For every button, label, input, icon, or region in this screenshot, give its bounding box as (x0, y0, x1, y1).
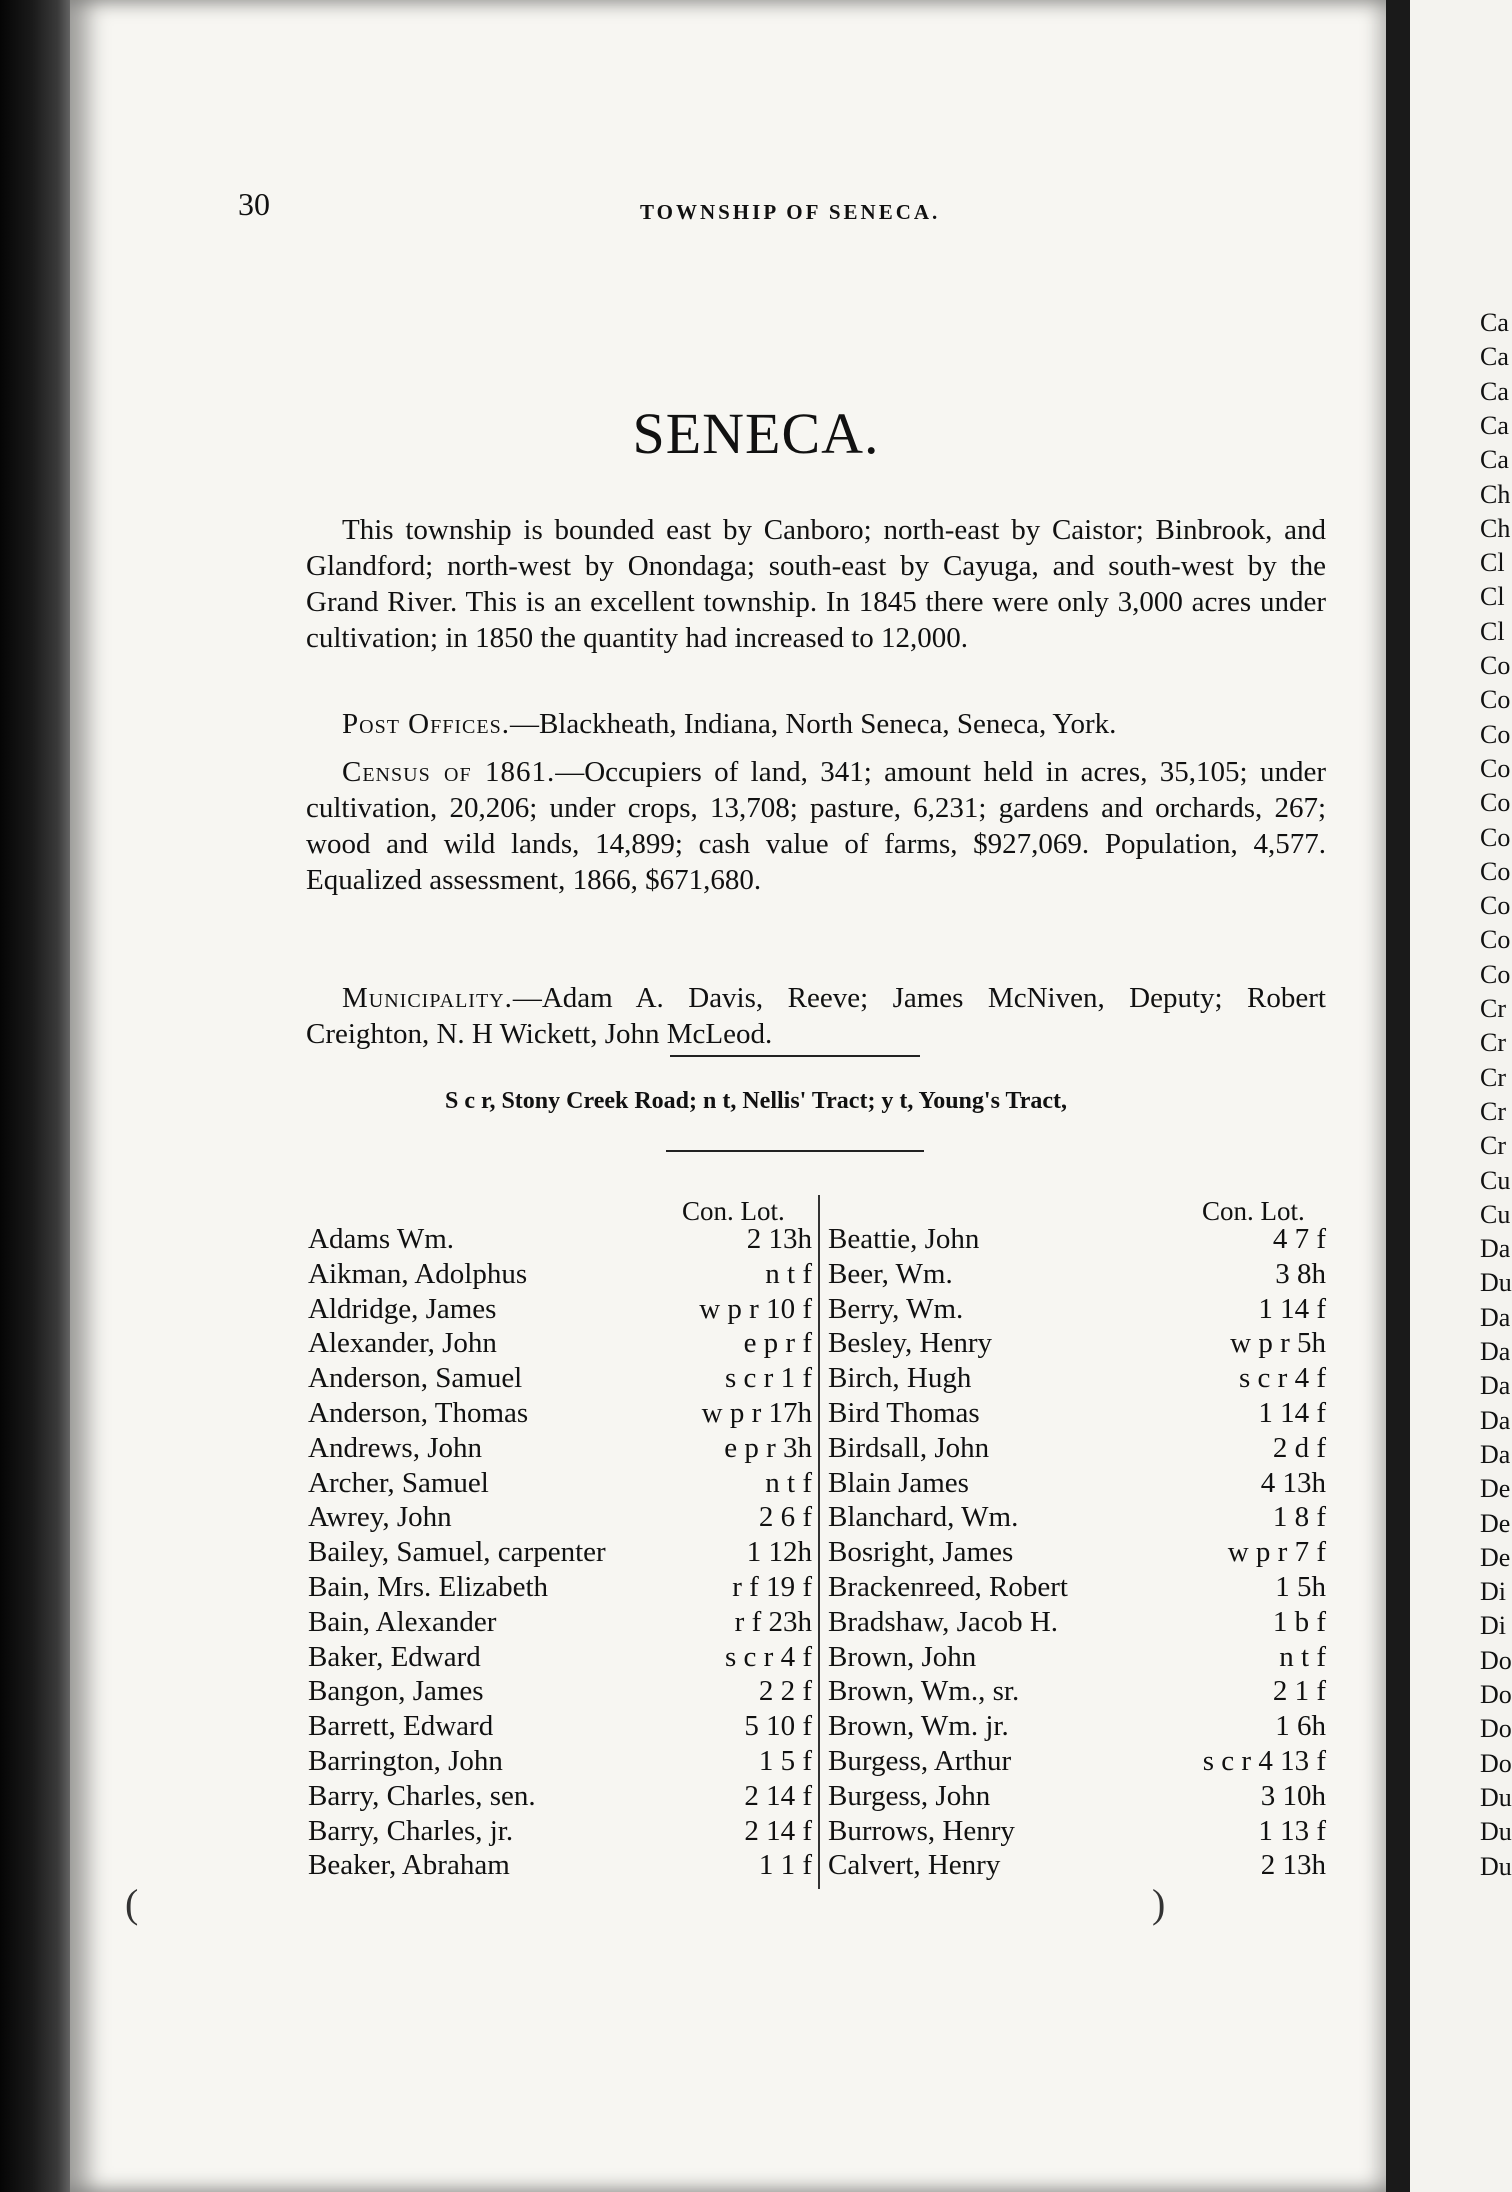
next-page-fragment: Da (1480, 1371, 1511, 1401)
abbreviations-line: S c r, Stony Creek Road; n t, Nellis' Tract; y t, Young's Tract, (445, 1088, 1067, 1114)
entry-con-lot: e p r 3h (724, 1431, 812, 1464)
entry-name: Beer, Wm. (828, 1257, 953, 1290)
next-page-fragment: Du (1480, 1268, 1512, 1298)
next-page-fragment: Cr (1480, 1131, 1506, 1161)
entry-name: Adams Wm. (308, 1223, 455, 1255)
entry-con-lot: 4 7 f (1272, 1223, 1326, 1255)
next-page-fragment: Co (1480, 788, 1511, 818)
entry-con-lot: 2 14 f (744, 1779, 812, 1812)
entry-name: Bain, Alexander (308, 1605, 497, 1638)
next-page-fragment: Co (1480, 651, 1511, 680)
census-paragraph (306, 754, 1326, 898)
right-directory-list (828, 1222, 1330, 1883)
section-rule (666, 1150, 924, 1152)
list-item (308, 1814, 816, 1849)
list-item (828, 1570, 1330, 1605)
next-page-fragment: Ca (1480, 308, 1509, 337)
entry-name: Besley, Henry (828, 1327, 993, 1360)
next-page-fragment: Cr (1480, 994, 1506, 1023)
entry-con-lot: 2 d f (1272, 1431, 1326, 1464)
entry-con-lot: n t f (765, 1466, 812, 1499)
entry-name: Bird Thomas (828, 1396, 980, 1429)
entry-name: Andrews, John (308, 1431, 482, 1464)
next-page-fragment: Da (1480, 1302, 1511, 1332)
pencil-mark: ( (125, 1881, 139, 1926)
next-page-fragment: Da (1480, 1439, 1511, 1469)
entry-name: Burgess, Arthur (828, 1744, 1012, 1777)
entry-con-lot: 2 13h (1260, 1849, 1326, 1882)
municipality-paragraph (306, 980, 1326, 1052)
entry-con-lot: 2 6 f (758, 1501, 812, 1534)
entry-con-lot: r f 19 f (732, 1570, 812, 1603)
list-item (828, 1500, 1330, 1535)
next-page-fragment: Du (1480, 1782, 1512, 1812)
next-page-fragment: Co (1480, 856, 1511, 886)
census-label: Census of 1861. (342, 756, 556, 788)
next-page-fragment: Cl (1480, 582, 1505, 612)
entry-con-lot: 1 13 f (1258, 1814, 1326, 1847)
entry-name: Aldridge, James (308, 1292, 497, 1325)
entry-name: Brown, Wm., sr. (828, 1675, 1020, 1708)
entry-name: Anderson, Thomas (308, 1396, 529, 1429)
entry-con-lot: w p r 17h (701, 1396, 812, 1429)
next-page-fragment: Ca (1480, 376, 1509, 406)
entry-name: Barrington, John (308, 1744, 503, 1777)
entry-name: Blain James (828, 1466, 969, 1499)
entry-name: Bain, Mrs. Elizabeth (308, 1570, 549, 1603)
next-page-fragment: Ca (1480, 410, 1509, 440)
next-page-fragment: Co (1480, 719, 1511, 749)
entry-name: Burgess, John (828, 1779, 991, 1812)
entry-con-lot: 3 10h (1260, 1779, 1326, 1812)
list-item (308, 1222, 816, 1257)
list-item (308, 1605, 816, 1640)
list-item (828, 1709, 1330, 1744)
entry-name: Baker, Edward (308, 1640, 481, 1673)
list-item (828, 1779, 1330, 1814)
entry-name: Barry, Charles, sen. (308, 1779, 536, 1812)
entry-con-lot: s c r 4 f (725, 1640, 812, 1673)
list-item (308, 1431, 816, 1466)
next-page-fragment: De (1480, 1508, 1511, 1538)
list-item (308, 1709, 816, 1744)
entry-con-lot: 1 12h (746, 1536, 812, 1569)
entry-con-lot: 1 14 f (1258, 1396, 1326, 1429)
municipality-text: —Adam A. Davis, Reeve; James McNiven, Deputy; Robert Creighton, N. H Wickett, John McLeod. (306, 982, 1326, 1050)
list-item (308, 1500, 816, 1535)
post-offices-text: —Blackheath, Indiana, North Seneca, Seneca, York. (509, 708, 1117, 740)
entry-con-lot: r f 23h (734, 1605, 812, 1638)
next-page-fragment: Co (1480, 685, 1511, 715)
next-page-fragment: De (1480, 1474, 1511, 1504)
entry-name: Barrett, Edward (308, 1710, 494, 1743)
list-item (308, 1292, 816, 1327)
next-page-fragment: Co (1480, 753, 1511, 783)
next-page-fragment: Da (1480, 1405, 1511, 1435)
entry-name: Brown, Wm. jr. (828, 1710, 1009, 1743)
list-item (828, 1257, 1330, 1292)
entry-name: Bosright, James (828, 1536, 1014, 1569)
next-page-fragment: Ca (1480, 445, 1509, 475)
list-item (828, 1292, 1330, 1327)
entry-con-lot: 2 2 f (758, 1675, 812, 1708)
next-page-fragment: Co (1480, 925, 1511, 955)
list-item (308, 1466, 816, 1501)
entry-con-lot: n t f (765, 1257, 812, 1290)
entry-name: Birdsall, John (828, 1431, 990, 1464)
next-page-fragment: Cl (1480, 616, 1505, 646)
list-item (828, 1431, 1330, 1466)
entry-con-lot: 2 13h (746, 1223, 812, 1255)
list-item (828, 1326, 1330, 1361)
next-page-fragment: Da (1480, 1234, 1511, 1264)
list-item (828, 1814, 1330, 1849)
entry-name: Bailey, Samuel, carpenter (308, 1536, 606, 1569)
list-item (828, 1640, 1330, 1675)
list-item (828, 1848, 1330, 1883)
next-page-fragment: Co (1480, 822, 1511, 852)
list-item (308, 1779, 816, 1814)
entry-name: Brackenreed, Robert (828, 1570, 1068, 1603)
list-item (828, 1605, 1330, 1640)
entry-con-lot: 2 14 f (744, 1814, 812, 1847)
page-title: SENECA. (632, 401, 880, 466)
right-column-header: Con. Lot. (1202, 1196, 1305, 1226)
left-column-header: Con. Lot. (682, 1196, 785, 1226)
post-offices-label: Post Offices. (342, 708, 510, 740)
list-item (308, 1396, 816, 1431)
list-item (308, 1257, 816, 1292)
next-page-fragment: Cl (1480, 548, 1505, 578)
entry-con-lot: w p r 7 f (1227, 1536, 1326, 1569)
next-page-fragment: Ca (1480, 342, 1509, 372)
list-item (828, 1361, 1330, 1396)
list-item (308, 1640, 816, 1675)
next-page-fragment: Cr (1480, 1028, 1506, 1058)
list-item (828, 1535, 1330, 1570)
post-offices-paragraph (306, 706, 1326, 742)
entry-name: Aikman, Adolphus (308, 1257, 528, 1290)
list-item (308, 1535, 816, 1570)
entry-con-lot: w p r 10 f (699, 1292, 812, 1325)
next-page-fragment: Du (1480, 1851, 1512, 1881)
entry-con-lot: 1 b f (1272, 1605, 1326, 1638)
entry-name: Barry, Charles, jr. (308, 1814, 514, 1847)
list-item (828, 1744, 1330, 1779)
entry-con-lot: 1 8 f (1272, 1501, 1326, 1534)
list-item (308, 1570, 816, 1605)
entry-name: Beattie, John (828, 1223, 980, 1255)
entry-con-lot: 1 1 f (758, 1849, 812, 1882)
next-page-fragment: Do (1480, 1680, 1512, 1709)
next-page-fragment: Cr (1480, 1096, 1506, 1126)
entry-name: Berry, Wm. (828, 1292, 964, 1325)
next-page-fragment: Cu (1480, 1199, 1511, 1229)
left-directory-list (308, 1222, 816, 1883)
list-item (828, 1674, 1330, 1709)
entry-con-lot: s c r 1 f (725, 1362, 812, 1395)
entry-con-lot: n t f (1279, 1640, 1326, 1673)
entry-name: Bradshaw, Jacob H. (828, 1605, 1059, 1638)
section-rule (670, 1055, 920, 1057)
list-item (308, 1361, 816, 1396)
list-item (308, 1744, 816, 1779)
entry-name: Archer, Samuel (308, 1466, 489, 1499)
entry-con-lot: 1 5h (1275, 1570, 1326, 1603)
next-page-fragment: Cu (1480, 1165, 1511, 1195)
next-page-fragment: Ch (1480, 479, 1511, 509)
next-page-fragment: Co (1480, 959, 1511, 989)
entry-name: Brown, John (828, 1640, 977, 1673)
entry-con-lot: 1 14 f (1258, 1292, 1326, 1325)
boundaries-paragraph: This township is bounded east by Canboro; north-east by Caistor; Binbrook, and Glandford; north-west by Onondaga; south-east by Cayuga, and south-west by the Grand River. This is an excellent township. In 1845 there were only 3,000 acres under cultivation; in 1850 the quantity had increased to 12,000. (306, 514, 1326, 654)
entry-name: Awrey, John (308, 1501, 452, 1534)
list-item (828, 1396, 1330, 1431)
pencil-mark: ) (1152, 1881, 1166, 1926)
entry-name: Beaker, Abraham (308, 1849, 510, 1882)
next-page-fragment: Do (1480, 1714, 1512, 1744)
entry-con-lot: 3 8h (1275, 1257, 1326, 1290)
entry-con-lot: 1 6h (1275, 1710, 1326, 1743)
list-item (828, 1222, 1330, 1257)
entry-con-lot: e p r f (743, 1327, 812, 1360)
list-item (308, 1674, 816, 1709)
census-text: —Occupiers of land, 341; amount held in acres, 35,105; under cultivation, 20,206; under crops, 13,708; pasture, 6,231; gardens and orchards, 267; wood and wild lands, 14,899; cash value of farms, $927,069. Population, 4,577. Equalized assessment, 1866, $671,680. (306, 756, 1326, 896)
next-page-fragment: Di (1480, 1577, 1506, 1607)
next-page-fragment: Do (1480, 1748, 1512, 1778)
page-number: 30 (238, 186, 270, 222)
entry-con-lot: 1 5 f (758, 1744, 812, 1777)
entry-name: Alexander, John (308, 1327, 497, 1360)
entry-name: Bangon, James (308, 1675, 484, 1708)
column-divider (818, 1195, 820, 1889)
next-page-fragment: Du (1480, 1817, 1512, 1847)
entry-con-lot: 5 10 f (744, 1710, 812, 1743)
list-item (308, 1848, 816, 1883)
list-item (308, 1326, 816, 1361)
next-page-fragment: Cr (1480, 1062, 1506, 1092)
entry-con-lot: 2 1 f (1272, 1675, 1326, 1708)
next-page-fragment: Co (1480, 891, 1511, 921)
next-page-fragment: De (1480, 1542, 1511, 1572)
list-item (828, 1466, 1330, 1501)
entry-name: Calvert, Henry (828, 1849, 1001, 1882)
next-page-fragment: Ch (1480, 513, 1511, 543)
next-page-fragment: Do (1480, 1645, 1512, 1675)
entry-name: Burrows, Henry (828, 1814, 1015, 1847)
entry-name: Birch, Hugh (828, 1362, 972, 1395)
entry-con-lot: w p r 5h (1230, 1327, 1326, 1360)
running-head: TOWNSHIP OF SENECA. (640, 200, 941, 224)
next-page-fragment: Da (1480, 1337, 1511, 1366)
entry-con-lot: s c r 4 f (1239, 1362, 1326, 1395)
entry-name: Anderson, Samuel (308, 1362, 523, 1395)
next-page-fragment: Di (1480, 1611, 1506, 1641)
entry-name: Blanchard, Wm. (828, 1501, 1019, 1534)
entry-con-lot: 4 13h (1260, 1466, 1326, 1499)
municipality-label: Municipality. (342, 982, 513, 1014)
entry-con-lot: s c r 4 13 f (1202, 1744, 1326, 1777)
